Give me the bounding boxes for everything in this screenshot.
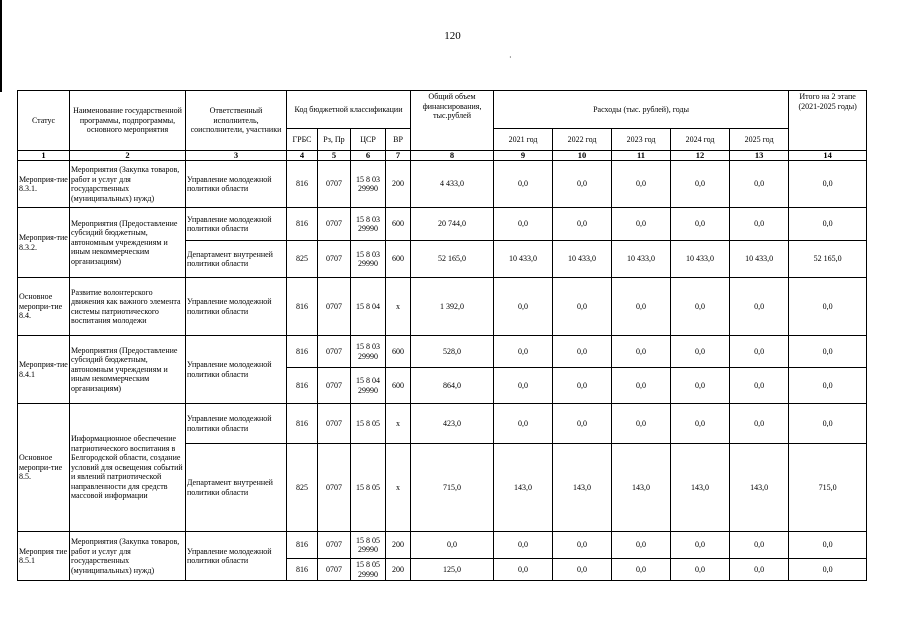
table-row (18, 278, 867, 336)
row-2023: 143,0 (612, 444, 671, 532)
row-2021: 0,0 (494, 368, 553, 404)
row-grbs: 816 (287, 336, 318, 368)
row-2024: 0,0 (671, 336, 730, 368)
row-vr: 200 (386, 559, 411, 581)
row-rzpr: 0707 (318, 444, 351, 532)
row-2023: 0,0 (612, 559, 671, 581)
row-grbs: 816 (287, 208, 318, 241)
row-rzpr: 0707 (318, 278, 351, 336)
row-rzpr: 0707 (318, 336, 351, 368)
col-number: 11 (612, 151, 671, 161)
row-2023: 0,0 (612, 278, 671, 336)
header-budget-code: Код бюджетной классификации (287, 91, 411, 129)
row-csr: 15 8 03 29990 (351, 336, 386, 368)
row-name: Развитие волонтерского движения как важного элемента системы патриотического воспитания молодежи (70, 278, 186, 336)
row-2022: 0,0 (553, 161, 612, 208)
col-number: 4 (287, 151, 318, 161)
row-2025: 0,0 (730, 404, 789, 444)
row-stage-total: 0,0 (789, 208, 867, 241)
row-csr: 15 8 05 (351, 444, 386, 532)
row-2023: 0,0 (612, 404, 671, 444)
row-name: Мероприятия (Закупка товаров, работ и услуг для государственных (муниципальных) нужд) (70, 161, 186, 208)
row-2021: 0,0 (494, 559, 553, 581)
row-2025: 0,0 (730, 278, 789, 336)
row-2025: 143,0 (730, 444, 789, 532)
col-number: 12 (671, 151, 730, 161)
row-rzpr: 0707 (318, 404, 351, 444)
row-responsible: Управление молодежной политики области (186, 278, 287, 336)
row-2025: 0,0 (730, 161, 789, 208)
row-2023: 0,0 (612, 336, 671, 368)
row-2024: 0,0 (671, 278, 730, 336)
table-row (18, 208, 867, 241)
header-csr: ЦСР (351, 129, 386, 151)
row-vr: x (386, 404, 411, 444)
row-status: Мероприя-тие 8.4.1 (18, 336, 70, 404)
row-rzpr: 0707 (318, 532, 351, 559)
header-total-volume: Общий объем финансирования, тыс.рублей (411, 91, 494, 151)
row-vr: 600 (386, 241, 411, 278)
row-rzpr: 0707 (318, 208, 351, 241)
row-csr: 15 8 05 (351, 404, 386, 444)
header-name: Наименование государственной программы, подпрограммы, основного мероприятия (70, 91, 186, 151)
row-total: 528,0 (411, 336, 494, 368)
header-year-2021: 2021 год (494, 129, 553, 151)
row-2025: 10 433,0 (730, 241, 789, 278)
row-2024: 0,0 (671, 208, 730, 241)
row-2021: 0,0 (494, 208, 553, 241)
row-grbs: 816 (287, 278, 318, 336)
header-year-2022: 2022 год (553, 129, 612, 151)
budget-table (17, 90, 867, 581)
header-vr: ВР (386, 129, 411, 151)
row-responsible: Управление молодежной политики области (186, 208, 287, 241)
row-2025: 0,0 (730, 368, 789, 404)
row-total: 0,0 (411, 532, 494, 559)
col-number: 10 (553, 151, 612, 161)
row-vr: 600 (386, 208, 411, 241)
row-2024: 10 433,0 (671, 241, 730, 278)
header-year-2024: 2024 год (671, 129, 730, 151)
row-grbs: 825 (287, 444, 318, 532)
column-number-row (18, 151, 867, 161)
row-stage-total: 52 165,0 (789, 241, 867, 278)
row-2025: 0,0 (730, 208, 789, 241)
row-2022: 0,0 (553, 368, 612, 404)
row-responsible: Департамент внутренней политики области (186, 241, 287, 278)
row-responsible: Управление молодежной политики области (186, 404, 287, 444)
row-csr: 15 8 03 29990 (351, 161, 386, 208)
col-number: 8 (411, 151, 494, 161)
row-2021: 0,0 (494, 336, 553, 368)
header-status: Статус (18, 91, 70, 151)
row-stage-total: 0,0 (789, 532, 867, 559)
row-2022: 10 433,0 (553, 241, 612, 278)
row-status: Основное меропри-тие 8.4. (18, 278, 70, 336)
row-2024: 143,0 (671, 444, 730, 532)
row-grbs: 816 (287, 559, 318, 581)
row-responsible: Управление молодежной политики области (186, 532, 287, 581)
row-2022: 0,0 (553, 559, 612, 581)
row-2022: 0,0 (553, 278, 612, 336)
row-2022: 0,0 (553, 532, 612, 559)
row-stage-total: 0,0 (789, 368, 867, 404)
row-2024: 0,0 (671, 559, 730, 581)
row-grbs: 816 (287, 532, 318, 559)
row-2024: 0,0 (671, 532, 730, 559)
row-rzpr: 0707 (318, 559, 351, 581)
col-number: 1 (18, 151, 70, 161)
row-status: Мероприя-тие 8.3.1. (18, 161, 70, 208)
row-stage-total: 715,0 (789, 444, 867, 532)
row-2023: 0,0 (612, 532, 671, 559)
col-number: 3 (186, 151, 287, 161)
row-stage-total: 0,0 (789, 559, 867, 581)
header-year-2023: 2023 год (612, 129, 671, 151)
row-rzpr: 0707 (318, 161, 351, 208)
row-2022: 0,0 (553, 404, 612, 444)
row-csr: 15 8 03 29990 (351, 208, 386, 241)
page-edge-line (0, 0, 2, 92)
row-2021: 0,0 (494, 532, 553, 559)
row-2025: 0,0 (730, 336, 789, 368)
table-row (18, 161, 867, 208)
col-number: 14 (789, 151, 867, 161)
header-stage-total: Итого на 2 этапе (2021-2025 годы) (789, 91, 867, 151)
row-csr: 15 8 04 29990 (351, 368, 386, 404)
row-total: 1 392,0 (411, 278, 494, 336)
row-stage-total: 0,0 (789, 161, 867, 208)
row-2025: 0,0 (730, 532, 789, 559)
row-total: 52 165,0 (411, 241, 494, 278)
col-number: 13 (730, 151, 789, 161)
col-number: 9 (494, 151, 553, 161)
row-2022: 0,0 (553, 336, 612, 368)
header-grbs: ГРБС (287, 129, 318, 151)
row-name: Мероприятия (Закупка товаров, работ и услуг для государственных (муниципальных) нужд) (70, 532, 186, 581)
row-name: Мероприятия (Предоставление субсидий бюджетным, автономным учреждениям и иным некоммерческим организациям) (70, 336, 186, 404)
row-total: 864,0 (411, 368, 494, 404)
col-number: 5 (318, 151, 351, 161)
table-row (18, 336, 867, 368)
row-stage-total: 0,0 (789, 404, 867, 444)
row-2022: 0,0 (553, 208, 612, 241)
col-number: 7 (386, 151, 411, 161)
row-2024: 0,0 (671, 404, 730, 444)
row-total: 20 744,0 (411, 208, 494, 241)
row-name: Информационное обеспечение патриотического воспитания в Белгородской области, создание условий для освещения событий и явлений патриотической направленности для средств массовой информации (70, 404, 186, 532)
row-2023: 0,0 (612, 368, 671, 404)
row-2021: 0,0 (494, 404, 553, 444)
col-number: 2 (70, 151, 186, 161)
row-vr: x (386, 444, 411, 532)
row-status: Мероприя-тие 8.3.2. (18, 208, 70, 278)
row-2021: 143,0 (494, 444, 553, 532)
row-csr: 15 8 05 29990 (351, 532, 386, 559)
row-2024: 0,0 (671, 161, 730, 208)
row-stage-total: 0,0 (789, 278, 867, 336)
row-total: 125,0 (411, 559, 494, 581)
row-2021: 0,0 (494, 278, 553, 336)
row-csr: 15 8 04 (351, 278, 386, 336)
table-row (18, 532, 867, 559)
row-vr: 200 (386, 161, 411, 208)
row-vr: 600 (386, 336, 411, 368)
row-2023: 0,0 (612, 208, 671, 241)
row-responsible: Управление молодежной политики области (186, 336, 287, 404)
row-vr: x (386, 278, 411, 336)
header-responsible: Ответственный исполнитель, соисполнители, участники (186, 91, 287, 151)
row-rzpr: 0707 (318, 368, 351, 404)
header-year-2025: 2025 год (730, 129, 789, 151)
scan-speck: · (509, 53, 512, 62)
row-2025: 0,0 (730, 559, 789, 581)
row-2021: 10 433,0 (494, 241, 553, 278)
page-number: 120 (444, 30, 461, 42)
row-responsible: Департамент внутренней политики области (186, 444, 287, 532)
row-2023: 0,0 (612, 161, 671, 208)
row-grbs: 816 (287, 368, 318, 404)
row-2021: 0,0 (494, 161, 553, 208)
col-number: 6 (351, 151, 386, 161)
row-grbs: 816 (287, 404, 318, 444)
row-status: Основное меропри-тие 8.5. (18, 404, 70, 532)
row-total: 715,0 (411, 444, 494, 532)
row-grbs: 825 (287, 241, 318, 278)
row-rzpr: 0707 (318, 241, 351, 278)
header-expenses: Расходы (тыс. рублей), годы (494, 91, 789, 129)
row-csr: 15 8 03 29990 (351, 241, 386, 278)
header-rz-pr: Рз, Пр (318, 129, 351, 151)
row-vr: 600 (386, 368, 411, 404)
row-2023: 10 433,0 (612, 241, 671, 278)
row-status: Мероприя тие 8.5.1 (18, 532, 70, 581)
row-responsible: Управление молодежной политики области (186, 161, 287, 208)
row-name: Мероприятия (Предоставление субсидий бюджетным, автономным учреждениям и иным некоммерческим организациям) (70, 208, 186, 278)
row-vr: 200 (386, 532, 411, 559)
row-stage-total: 0,0 (789, 336, 867, 368)
row-total: 423,0 (411, 404, 494, 444)
row-grbs: 816 (287, 161, 318, 208)
row-total: 4 433,0 (411, 161, 494, 208)
table-row (18, 404, 867, 444)
row-csr: 15 8 05 29990 (351, 559, 386, 581)
row-2024: 0,0 (671, 368, 730, 404)
row-2022: 143,0 (553, 444, 612, 532)
